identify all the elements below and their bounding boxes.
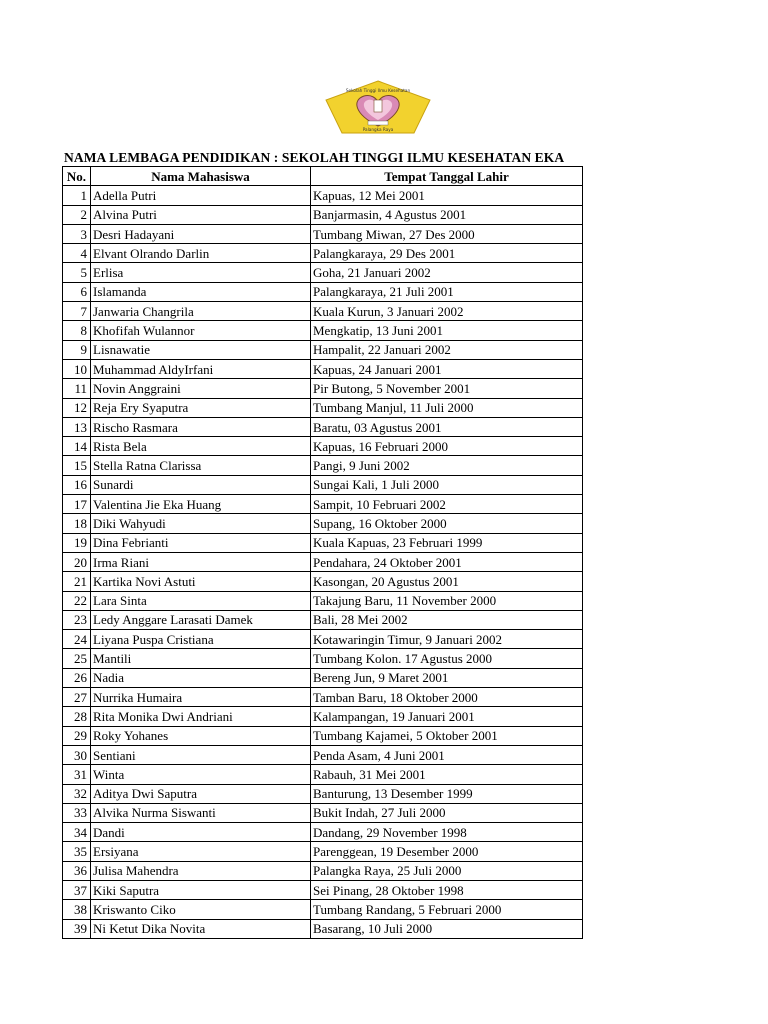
table-header-row <box>63 167 583 186</box>
student-name: Dina Febrianti <box>91 533 311 552</box>
birth-place-date: Dandang, 29 November 1998 <box>311 823 583 842</box>
table-row <box>63 205 583 224</box>
table-row <box>63 514 583 533</box>
birth-place-date: Banturung, 13 Desember 1999 <box>311 784 583 803</box>
row-number: 39 <box>63 919 91 938</box>
table-row <box>63 784 583 803</box>
birth-place-date: Palangkaraya, 21 Juli 2001 <box>311 282 583 301</box>
birth-place-date: Kuala Kapuas, 23 Februari 1999 <box>311 533 583 552</box>
student-name: Rita Monika Dwi Andriani <box>91 707 311 726</box>
row-number: 37 <box>63 880 91 899</box>
row-number: 20 <box>63 552 91 571</box>
student-table <box>62 166 583 939</box>
row-number: 11 <box>63 379 91 398</box>
row-number: 14 <box>63 437 91 456</box>
row-number: 3 <box>63 224 91 243</box>
student-name: Desri Hadayani <box>91 224 311 243</box>
table-row <box>63 572 583 591</box>
row-number: 27 <box>63 688 91 707</box>
student-name: Stella Ratna Clarissa <box>91 456 311 475</box>
student-name: Liyana Puspa Cristiana <box>91 630 311 649</box>
student-name: Khofifah Wulannor <box>91 321 311 340</box>
table-row <box>63 668 583 687</box>
table-row <box>63 900 583 919</box>
row-number: 15 <box>63 456 91 475</box>
row-number: 12 <box>63 398 91 417</box>
table-row <box>63 379 583 398</box>
row-number: 2 <box>63 205 91 224</box>
student-name: Lara Sinta <box>91 591 311 610</box>
birth-place-date: Sampit, 10 Februari 2002 <box>311 495 583 514</box>
table-row <box>63 591 583 610</box>
table-row <box>63 880 583 899</box>
table-row <box>63 919 583 938</box>
student-name: Muhammad AldyIrfani <box>91 359 311 378</box>
birth-place-date: Palangka Raya, 25 Juli 2000 <box>311 861 583 880</box>
birth-place-date: Pangi, 9 Juni 2002 <box>311 456 583 475</box>
student-name: Janwaria Changrila <box>91 302 311 321</box>
table-row <box>63 649 583 668</box>
student-name: Diki Wahyudi <box>91 514 311 533</box>
table-row <box>63 417 583 436</box>
table-row <box>63 456 583 475</box>
student-name: Kriswanto Ciko <box>91 900 311 919</box>
row-number: 19 <box>63 533 91 552</box>
birth-place-date: Tamban Baru, 18 Oktober 2000 <box>311 688 583 707</box>
table-row <box>63 765 583 784</box>
student-name: Lisnawatie <box>91 340 311 359</box>
logo-bottom-text: Palangka Raya <box>362 127 394 132</box>
header-name: Nama Mahasiswa <box>91 167 311 186</box>
row-number: 7 <box>63 302 91 321</box>
student-name: Islamanda <box>91 282 311 301</box>
table-row <box>63 282 583 301</box>
birth-place-date: Basarang, 10 Juli 2000 <box>311 919 583 938</box>
document-title: NAMA LEMBAGA PENDIDIKAN : SEKOLAH TINGGI ILMU KESEHATAN EKA <box>64 150 565 165</box>
birth-place-date: Tumbang Manjul, 11 Juli 2000 <box>311 398 583 417</box>
student-name: Novin Anggraini <box>91 379 311 398</box>
student-name: Kartika Novi Astuti <box>91 572 311 591</box>
birth-place-date: Kapuas, 24 Januari 2001 <box>311 359 583 378</box>
table-row <box>63 263 583 282</box>
student-name: Aditya Dwi Saputra <box>91 784 311 803</box>
student-name: Kiki Saputra <box>91 880 311 899</box>
table-row <box>63 244 583 263</box>
student-name: Sunardi <box>91 475 311 494</box>
header-no: No. <box>63 167 91 186</box>
birth-place-date: Pendahara, 24 Oktober 2001 <box>311 552 583 571</box>
table-row <box>63 745 583 764</box>
row-number: 23 <box>63 610 91 629</box>
row-number: 8 <box>63 321 91 340</box>
student-name: Nadia <box>91 668 311 687</box>
table-row <box>63 340 583 359</box>
row-number: 10 <box>63 359 91 378</box>
birth-place-date: Hampalit, 22 Januari 2002 <box>311 340 583 359</box>
student-name: Erlisa <box>91 263 311 282</box>
table-row <box>63 707 583 726</box>
student-name: Julisa Mahendra <box>91 861 311 880</box>
birth-place-date: Banjarmasin, 4 Agustus 2001 <box>311 205 583 224</box>
row-number: 32 <box>63 784 91 803</box>
birth-place-date: Tumbang Randang, 5 Februari 2000 <box>311 900 583 919</box>
birth-place-date: Sei Pinang, 28 Oktober 1998 <box>311 880 583 899</box>
row-number: 25 <box>63 649 91 668</box>
birth-place-date: Tumbang Miwan, 27 Des 2000 <box>311 224 583 243</box>
logo-banner <box>368 121 388 125</box>
table-row <box>63 321 583 340</box>
student-name: Sentiani <box>91 745 311 764</box>
student-name: Mantili <box>91 649 311 668</box>
table-row <box>63 475 583 494</box>
table-row <box>63 803 583 822</box>
birth-place-date: Kapuas, 12 Mei 2001 <box>311 186 583 205</box>
table-row <box>63 823 583 842</box>
student-name: Elvant Olrando Darlin <box>91 244 311 263</box>
row-number: 28 <box>63 707 91 726</box>
logo-top-text: Sekolah Tinggi Ilmu Kesehatan <box>345 88 411 93</box>
row-number: 17 <box>63 495 91 514</box>
row-number: 22 <box>63 591 91 610</box>
birth-place-date: Kapuas, 16 Februari 2000 <box>311 437 583 456</box>
birth-place-date: Kasongan, 20 Agustus 2001 <box>311 572 583 591</box>
row-number: 36 <box>63 861 91 880</box>
student-name: Ledy Anggare Larasati Damek <box>91 610 311 629</box>
table-row <box>63 842 583 861</box>
row-number: 13 <box>63 417 91 436</box>
birth-place-date: Palangkaraya, 29 Des 2001 <box>311 244 583 263</box>
table-row <box>63 610 583 629</box>
school-logo <box>324 80 432 134</box>
birth-place-date: Tumbang Kajamei, 5 Oktober 2001 <box>311 726 583 745</box>
birth-place-date: Bukit Indah, 27 Juli 2000 <box>311 803 583 822</box>
student-name: Nurrika Humaira <box>91 688 311 707</box>
birth-place-date: Bereng Jun, 9 Maret 2001 <box>311 668 583 687</box>
row-number: 29 <box>63 726 91 745</box>
student-name: Alvika Nurma Siswanti <box>91 803 311 822</box>
table-row <box>63 726 583 745</box>
student-name: Ersiyana <box>91 842 311 861</box>
table-row <box>63 224 583 243</box>
student-name: Dandi <box>91 823 311 842</box>
row-number: 4 <box>63 244 91 263</box>
logo-book-icon <box>374 100 382 112</box>
birth-place-date: Rabauh, 31 Mei 2001 <box>311 765 583 784</box>
student-name: Winta <box>91 765 311 784</box>
birth-place-date: Parenggean, 19 Desember 2000 <box>311 842 583 861</box>
row-number: 18 <box>63 514 91 533</box>
row-number: 21 <box>63 572 91 591</box>
row-number: 6 <box>63 282 91 301</box>
row-number: 24 <box>63 630 91 649</box>
birth-place-date: Kuala Kurun, 3 Januari 2002 <box>311 302 583 321</box>
birth-place-date: Bali, 28 Mei 2002 <box>311 610 583 629</box>
student-name: Roky Yohanes <box>91 726 311 745</box>
student-name: Valentina Jie Eka Huang <box>91 495 311 514</box>
birth-place-date: Tumbang Kolon. 17 Agustus 2000 <box>311 649 583 668</box>
birth-place-date: Baratu, 03 Agustus 2001 <box>311 417 583 436</box>
student-name: Rischo Rasmara <box>91 417 311 436</box>
birth-place-date: Penda Asam, 4 Juni 2001 <box>311 745 583 764</box>
table-row <box>63 302 583 321</box>
student-name: Rista Bela <box>91 437 311 456</box>
row-number: 26 <box>63 668 91 687</box>
student-name: Alvina Putri <box>91 205 311 224</box>
student-name: Ni Ketut Dika Novita <box>91 919 311 938</box>
table-row <box>63 437 583 456</box>
table-row <box>63 495 583 514</box>
row-number: 30 <box>63 745 91 764</box>
row-number: 1 <box>63 186 91 205</box>
row-number: 5 <box>63 263 91 282</box>
row-number: 16 <box>63 475 91 494</box>
birth-place-date: Supang, 16 Oktober 2000 <box>311 514 583 533</box>
row-number: 31 <box>63 765 91 784</box>
birth-place-date: Kalampangan, 19 Januari 2001 <box>311 707 583 726</box>
header-birth: Tempat Tanggal Lahir <box>311 167 583 186</box>
row-number: 35 <box>63 842 91 861</box>
row-number: 38 <box>63 900 91 919</box>
birth-place-date: Pir Butong, 5 November 2001 <box>311 379 583 398</box>
table-row <box>63 186 583 205</box>
table-row <box>63 552 583 571</box>
student-name: Irma Riani <box>91 552 311 571</box>
table-row <box>63 398 583 417</box>
row-number: 34 <box>63 823 91 842</box>
birth-place-date: Sungai Kali, 1 Juli 2000 <box>311 475 583 494</box>
table-row <box>63 861 583 880</box>
student-name: Adella Putri <box>91 186 311 205</box>
row-number: 33 <box>63 803 91 822</box>
student-name: Reja Ery Syaputra <box>91 398 311 417</box>
table-row <box>63 359 583 378</box>
table-row <box>63 688 583 707</box>
table-row <box>63 533 583 552</box>
row-number: 9 <box>63 340 91 359</box>
birth-place-date: Takajung Baru, 11 November 2000 <box>311 591 583 610</box>
table-body <box>63 186 583 939</box>
birth-place-date: Mengkatip, 13 Juni 2001 <box>311 321 583 340</box>
birth-place-date: Kotawaringin Timur, 9 Januari 2002 <box>311 630 583 649</box>
table-row <box>63 630 583 649</box>
birth-place-date: Goha, 21 Januari 2002 <box>311 263 583 282</box>
